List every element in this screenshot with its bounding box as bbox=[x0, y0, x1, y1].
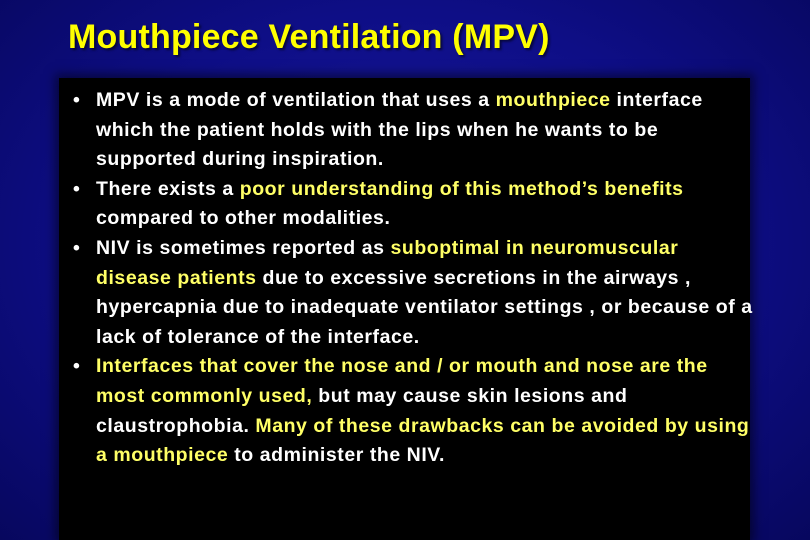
bullet-marker: • bbox=[73, 236, 81, 259]
bullet-3-text: NIV is sometimes reported as bbox=[96, 236, 391, 259]
bullet-4-highlight: Many of these drawbacks can be avoided by using a mouthpiece bbox=[96, 414, 750, 467]
bullet-3-highlight: suboptimal in neuromuscular disease patients bbox=[96, 236, 679, 289]
bullet-list bbox=[73, 86, 753, 471]
slide-title: Mouthpiece Ventilation (MPV) bbox=[68, 18, 550, 56]
bullet-1-text-end: interface which the patient holds with the lips when he wants to be supported during inspiration. bbox=[96, 89, 703, 171]
bullet-1-highlight: mouthpiece bbox=[495, 89, 611, 111]
bullet-4-text-end: to administer the NIV. bbox=[228, 444, 446, 467]
bullet-item-2 bbox=[73, 175, 753, 234]
bullet-3-text-end: due to excessive secretions in the airways , hypercapnia due to inadequate ventilator settings , or because of a lack of tolerance of the interface. bbox=[96, 266, 753, 348]
bullet-item-3 bbox=[73, 234, 753, 352]
bullet-1-text: MPV is a mode of ventilation that uses a bbox=[96, 89, 496, 111]
bullet-item-4 bbox=[73, 352, 753, 470]
bullet-marker: • bbox=[73, 355, 81, 378]
bullet-2-text-end: compared to other modalities. bbox=[96, 207, 391, 230]
bullet-marker: • bbox=[73, 177, 81, 200]
bullet-marker: • bbox=[73, 89, 81, 111]
bullet-4-text: but may cause skin lesions and claustrophobia. bbox=[96, 384, 628, 437]
bullet-2-text: There exists a bbox=[96, 177, 240, 200]
bullet-item-1 bbox=[73, 86, 753, 175]
bullet-2-highlight: poor understanding of this method’s benefits bbox=[239, 177, 684, 200]
bullet-4-highlight-start: Interfaces that cover the nose and / or mouth and nose are the most commonly used, bbox=[96, 355, 708, 407]
